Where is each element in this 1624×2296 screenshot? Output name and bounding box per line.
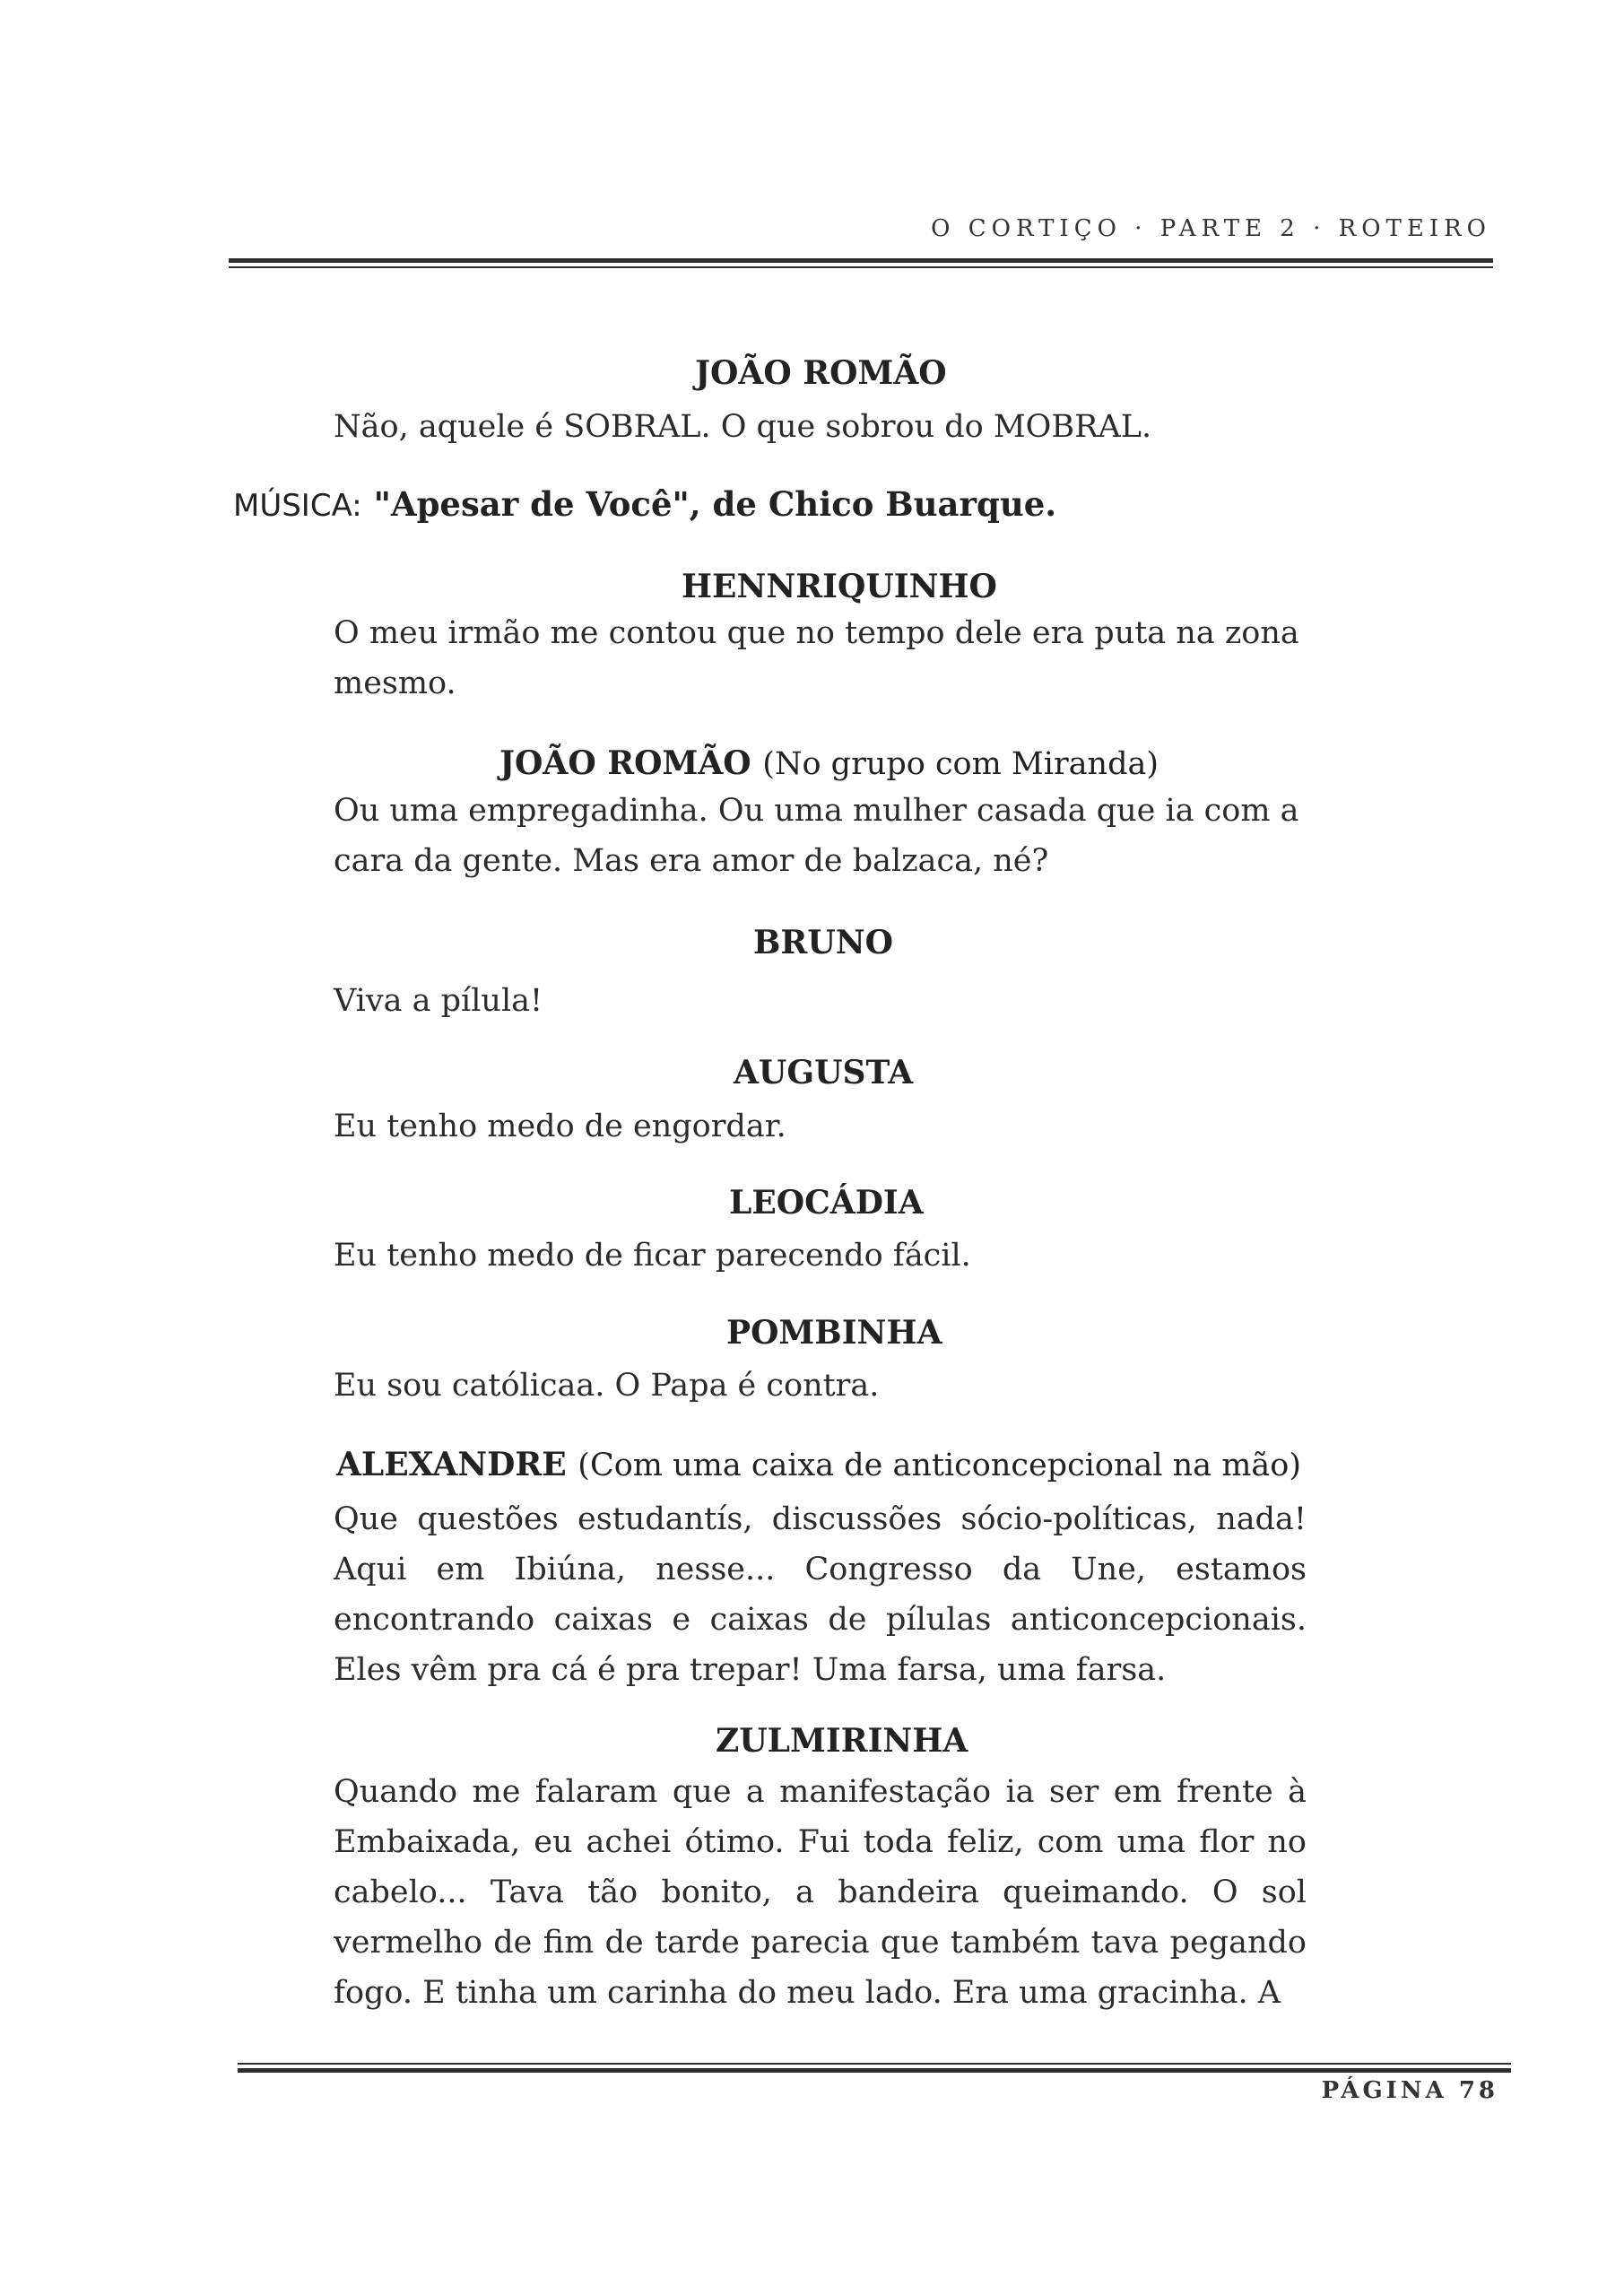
- dialogue-line: Viva a pílula!: [334, 983, 543, 1019]
- speaker-with-direction: [336, 1446, 1301, 1483]
- speaker-name: JOÃO ROMÃO: [499, 744, 751, 782]
- speaker-name: JOÃO ROMÃO: [695, 354, 947, 392]
- dialogue-line: Quando me falaram que a manifestação ia ser em frente à Embaixada, eu achei ótimo. Fui toda feliz, com uma flor no cabelo... Tava tão bonito, a bandeira queimando. O sol vermelho de fim de tarde parecia que também tava pegando fogo. E tinha um carinha do meu lado. Era uma gracinha. A: [334, 1774, 1307, 2011]
- stage-direction: (No grupo com Miranda): [762, 746, 1159, 782]
- dialogue-line: Eu sou católicaa. O Papa é contra.: [334, 1368, 880, 1404]
- speaker-with-direction: [499, 744, 1159, 782]
- dialogue-line: Que questões estudantís, discussões sócio-políticas, nada! Aqui em Ibiúna, nesse... Congresso da Une, estamos encontrando caixas e caixas de pílulas anticoncepcionais. Eles vêm pra cá é pra trepar! Uma farsa, uma farsa.: [334, 1501, 1307, 1688]
- music-cue: [233, 484, 1056, 524]
- dialogue-line: Eu tenho medo de ficar parecendo fácil.: [334, 1238, 971, 1274]
- speaker-name: POMBINHA: [726, 1314, 942, 1352]
- dialogue-line: Não, aquele é SOBRAL. O que sobrou do MOBRAL.: [334, 409, 1152, 445]
- speaker-name: BRUNO: [753, 924, 894, 961]
- speaker-name: ZULMIRINHA: [716, 1722, 968, 1760]
- dialogue-line: Eu tenho medo de engordar.: [334, 1109, 786, 1144]
- stage-direction: (Com uma caixa de anticoncepcional na mão): [578, 1448, 1301, 1483]
- page-number: PÁGINA 78: [1321, 2077, 1498, 2104]
- speaker-name: HENNRIQUINHO: [682, 568, 997, 605]
- dialogue-line: O meu irmão me contou que no tempo dele era puta na zona mesmo.: [334, 615, 1299, 701]
- header-rule: [229, 258, 1493, 268]
- speaker-name: AUGUSTA: [734, 1054, 914, 1091]
- music-label: MÚSICA:: [233, 488, 362, 524]
- speaker-name: LEOCÁDIA: [729, 1184, 924, 1222]
- header-title: O CORTIÇO · PARTE 2 · ROTEIRO: [931, 215, 1491, 242]
- speaker-name: ALEXANDRE: [336, 1446, 567, 1483]
- dialogue-line: Ou uma empregadinha. Ou uma mulher casada que ia com a cara da gente. Mas era amor de balzaca, né?: [334, 793, 1299, 879]
- music-title: "Apesar de Você", de Chico Buarque.: [373, 484, 1057, 524]
- footer-rule: [238, 2063, 1511, 2073]
